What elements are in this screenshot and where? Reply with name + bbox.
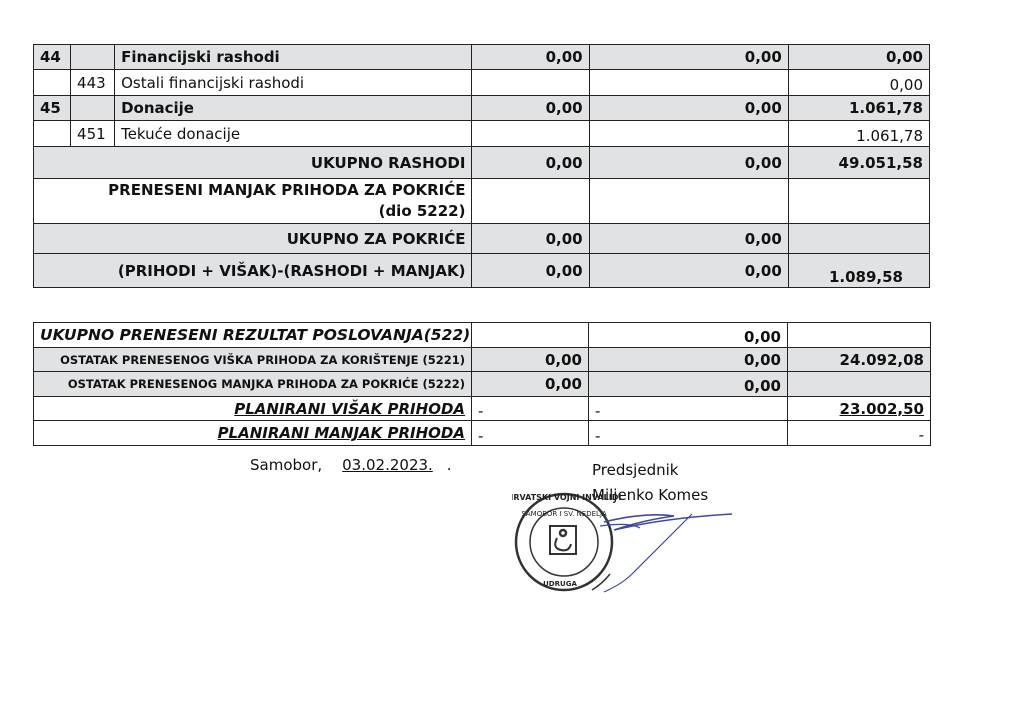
- total-label: UKUPNO RASHODI: [34, 147, 472, 179]
- total-row-razlika: [34, 254, 930, 288]
- table-row: [34, 45, 930, 70]
- total-label: PRENESENI MANJAK PRIHODA ZA POKRIĆE (dio 5222): [34, 179, 472, 224]
- value-col2: 0,00: [589, 224, 788, 254]
- value-col1: [472, 179, 589, 224]
- total-row-ukupno-rashodi: [34, 147, 930, 179]
- value-col1: -: [472, 397, 589, 421]
- account-name: Financijski rashodi: [115, 45, 472, 70]
- account-subcode: 443: [71, 70, 115, 96]
- value-col1: 0,00: [472, 254, 589, 288]
- svg-text:UDRUGA: UDRUGA: [543, 580, 577, 588]
- role-title: Predsjednik: [592, 461, 679, 479]
- expenses-table: [33, 44, 930, 288]
- account-name: Ostali financijski rashodi: [115, 70, 472, 96]
- result-row-visak: [34, 348, 931, 372]
- value-col2: 0,00: [589, 254, 788, 288]
- result-table: [33, 322, 931, 446]
- result-label: OSTATAK PRENESENOG VIŠKA PRIHODA ZA KORIŠTENJE (5221): [34, 348, 472, 372]
- total-row-preneseni-manjak: [34, 179, 930, 224]
- value-col3: 24.092,08: [788, 348, 931, 372]
- value-col3: 1.089,58: [788, 254, 929, 288]
- account-name: Donacije: [115, 96, 472, 121]
- account-code: 45: [34, 96, 71, 121]
- svg-text:SAMOBOR I SV. NEDELJA: SAMOBOR I SV. NEDELJA: [521, 510, 607, 518]
- value-col2: 0,00: [589, 147, 788, 179]
- value-col2: 0,00: [589, 45, 788, 70]
- value-col2: 0,00: [589, 323, 788, 348]
- value-col1: 0,00: [472, 96, 589, 121]
- total-label: UKUPNO ZA POKRIĆE: [34, 224, 472, 254]
- value-col3: [788, 179, 929, 224]
- account-code: [34, 121, 71, 147]
- result-label: PLANIRANI MANJAK PRIHODA: [34, 421, 472, 446]
- table-row: [34, 70, 930, 96]
- value-col1: 0,00: [472, 348, 589, 372]
- value-col2: 0,00: [589, 348, 788, 372]
- account-code: [34, 70, 71, 96]
- account-subcode: [71, 45, 115, 70]
- signer-name: Miljenko Komes: [592, 486, 709, 504]
- value-col3: [788, 224, 929, 254]
- value-col1: 0,00: [472, 224, 589, 254]
- result-row-planirani-manjak: [34, 421, 931, 446]
- value-col2: -: [589, 421, 788, 446]
- value-col3: 49.051,58: [788, 147, 929, 179]
- result-header-row: [34, 323, 931, 348]
- value-col1: 0,00: [472, 372, 589, 397]
- stamp-seal: [512, 486, 742, 608]
- svg-text:HRVATSKI VOJNI INVALIDI: HRVATSKI VOJNI INVALIDI: [512, 493, 622, 502]
- value-col2: 0,00: [589, 372, 788, 397]
- account-name: Tekuće donacije: [115, 121, 472, 147]
- result-label: PLANIRANI VIŠAK PRIHODA: [34, 397, 472, 421]
- stamp-icon: [512, 486, 742, 604]
- value-col3: 0,00: [788, 45, 929, 70]
- date-end: .: [446, 456, 452, 474]
- value-col3: 23.002,50: [788, 397, 931, 421]
- value-col3: [788, 323, 931, 348]
- result-row-planirani-visak: [34, 397, 931, 421]
- value-col1: 0,00: [472, 45, 589, 70]
- account-code: 44: [34, 45, 71, 70]
- total-row-ukupno-za-pokrice: [34, 224, 930, 254]
- value-col1: 0,00: [472, 147, 589, 179]
- value-col2: [589, 70, 788, 96]
- value-col2: [589, 179, 788, 224]
- value-col1: [472, 121, 589, 147]
- place: Samobor,: [250, 456, 323, 474]
- value-col3: 1.061,78: [788, 121, 929, 147]
- place-date: [250, 456, 452, 474]
- date: 03.02.2023.: [342, 456, 433, 474]
- result-row-manjak: [34, 372, 931, 397]
- result-header-label: UKUPNO PRENESENI REZULTAT POSLOVANJA(522): [34, 323, 472, 348]
- result-label: OSTATAK PRENESENOG MANJKA PRIHODA ZA POKRIĆE (5222): [34, 372, 472, 397]
- value-col3: 0,00: [788, 70, 929, 96]
- total-label: (PRIHODI + VIŠAK)-(RASHODI + MANJAK): [34, 254, 472, 288]
- value-col3: -: [788, 421, 931, 446]
- table-row: [34, 121, 930, 147]
- value-col1: [472, 323, 589, 348]
- table-row: [34, 96, 930, 121]
- value-col3: 1.061,78: [788, 96, 929, 121]
- value-col1: -: [472, 421, 589, 446]
- value-col2: -: [589, 397, 788, 421]
- account-subcode: 451: [71, 121, 115, 147]
- value-col1: [472, 70, 589, 96]
- value-col2: 0,00: [589, 96, 788, 121]
- value-col3: [788, 372, 931, 397]
- value-col2: [589, 121, 788, 147]
- account-subcode: [71, 96, 115, 121]
